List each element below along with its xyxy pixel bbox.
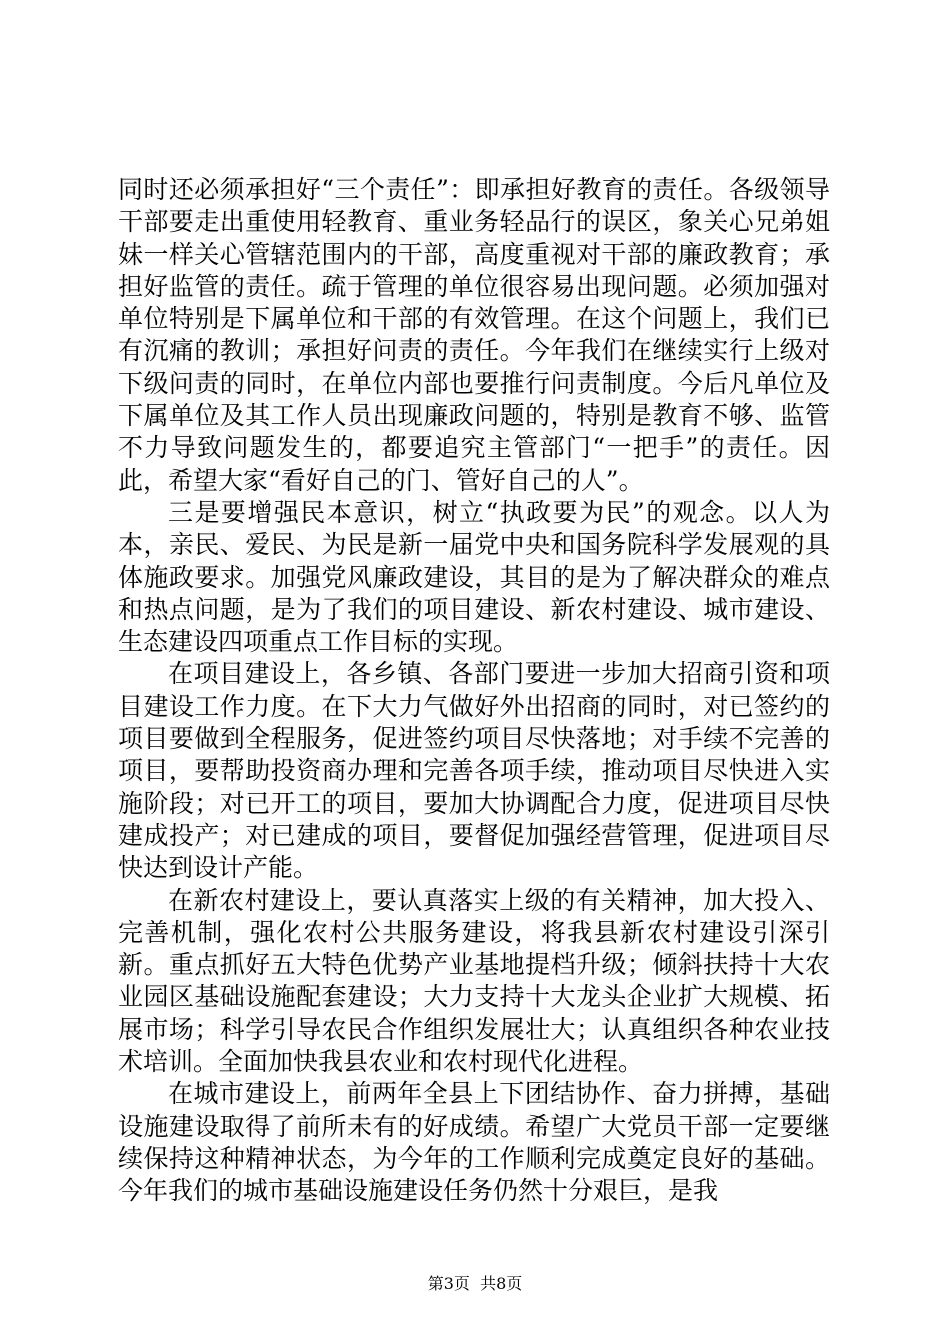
paragraph-4: 在新农村建设上，要认真落实上级的有关精神，加大投入、完善机制，强化农村公共服务建设，将我县新农村建设引深引新。重点抓好五大特色优势产业基地提档升级；倾斜扶持十大农业园区基础设施配套建设；大力支持十大龙头企业扩大规模、拓展市场；科学引导农民合作组织发展壮大；认真组织各种农业技术培训。全面加快我县农业和农村现代化进程。 <box>118 885 830 1077</box>
paragraph-2: 三是要增强民本意识，树立“执政要为民”的观念。以人为本，亲民、爱民、为民是新一届党中央和国务院科学发展观的具体施政要求。加强党风廉政建设，其目的是为了解决群众的难点和热点问题，是为了我们的项目建设、新农村建设、城市建设、生态建设四项重点工作目标的实现。 <box>118 497 830 657</box>
paragraph-1: 同时还必须承担好“三个责任”：即承担好教育的责任。各级领导干部要走出重使用轻教育、重业务轻品行的误区，象关心兄弟姐妹一样关心管辖范围内的干部，高度重视对干部的廉政教育；承担好监管的责任。疏于管理的单位很容易出现问题。必须加强对单位特别是下属单位和干部的有效管理。在这个问题上，我们已有沉痛的教训；承担好问责的责任。今年我们在继续实行上级对下级问责的同时，在单位内部也要推行问责制度。今后凡单位及下属单位及其工作人员出现廉政问题的，特别是教育不够、监管不力导致问题发生的，都要追究主管部门“一把手”的责任。因此，希望大家“看好自己的门、管好自己的人”。 <box>118 175 830 495</box>
paragraph-5: 在城市建设上，前两年全县上下团结协作、奋力拼搏，基础设施建设取得了前所未有的好成绩。希望广大党员干部一定要继续保持这种精神状态，为今年的工作顺利完成奠定良好的基础。今年我们的城市基础设施建设任务仍然十分艰巨，是我 <box>118 1079 830 1206</box>
document-body <box>118 174 830 1208</box>
page-footer <box>0 1274 950 1294</box>
page-number-label: 第3页 共8页 <box>427 1274 523 1293</box>
paragraph-3: 在项目建设上，各乡镇、各部门要进一步加大招商引资和项目建设工作力度。在下大力气做好外出招商的同时，对已签约的项目要做到全程服务，促进签约项目尽快落地；对手续不完善的项目，要帮助投资商办理和完善各项手续，推动项目尽快进入实施阶段；对已开工的项目，要加大协调配合力度，促进项目尽快建成投产；对已建成的项目，要督促加强经营管理，促进项目尽快达到设计产能。 <box>118 659 830 883</box>
